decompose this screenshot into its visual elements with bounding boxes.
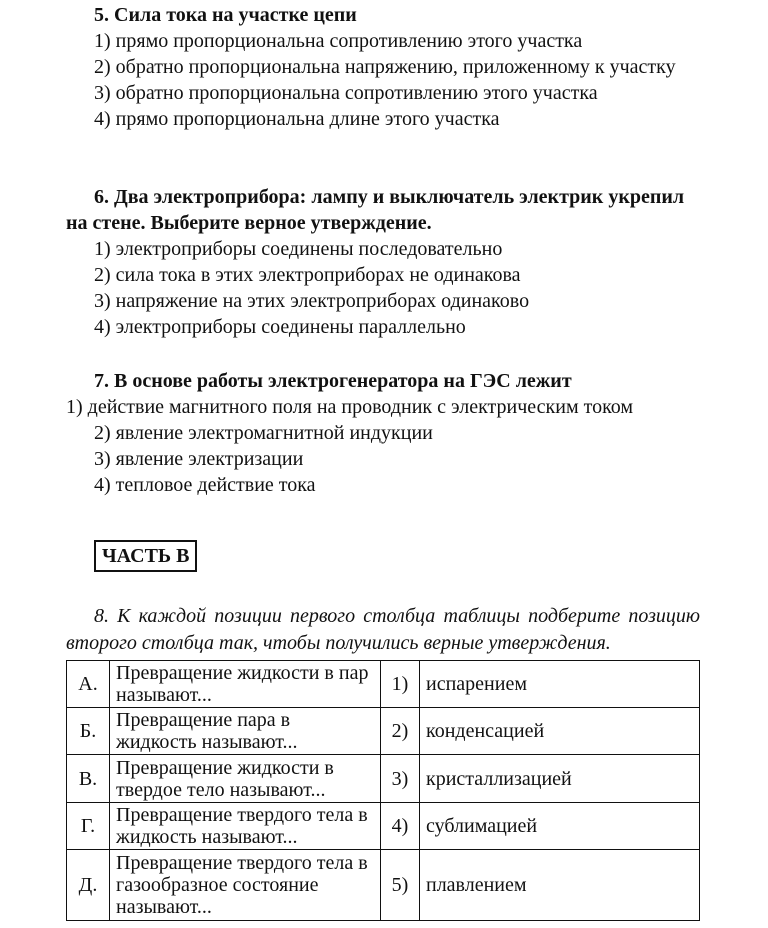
question-7-title: 7. В основе работы электрогенератора на ГЭС лежит bbox=[94, 370, 572, 392]
row-number: 5) bbox=[381, 850, 420, 921]
row-statement: Превращение твердого тела в жидкость называют... bbox=[110, 803, 381, 850]
table-row bbox=[67, 755, 700, 803]
row-statement: Превращение жидкости в твердое тело называют... bbox=[110, 755, 381, 803]
row-answer: сублимацией bbox=[420, 803, 700, 850]
question-6-title: 6. Два электроприбора: лампу и выключатель электрик укрепил на стене. Выберите верное утверждение. bbox=[66, 186, 685, 234]
question-6-option-2: 2) сила тока в этих электроприборах не одинакова bbox=[94, 264, 521, 286]
question-5-option-2: 2) обратно пропорциональна напряжению, приложенному к участку bbox=[94, 56, 676, 78]
row-statement: Превращение пара в жидкость называют... bbox=[110, 708, 381, 755]
row-statement: Превращение жидкости в пар называют... bbox=[110, 661, 381, 708]
question-6-option-1: 1) электроприборы соединены последовательно bbox=[94, 238, 503, 260]
row-number: 1) bbox=[381, 661, 420, 708]
question-5-title: 5. Сила тока на участке цепи bbox=[94, 4, 357, 26]
question-7-option-2: 2) явление электромагнитной индукции bbox=[94, 422, 433, 444]
row-statement: Превращение твердого тела в газообразное состояние называют... bbox=[110, 850, 381, 921]
row-number: 4) bbox=[381, 803, 420, 850]
question-5-option-3: 3) обратно пропорциональна сопротивлению этого участка bbox=[94, 82, 598, 104]
row-answer: плавлением bbox=[420, 850, 700, 921]
row-answer: испарением bbox=[420, 661, 700, 708]
question-7-option-4: 4) тепловое действие тока bbox=[94, 474, 316, 496]
table-row bbox=[67, 803, 700, 850]
question-5-option-1: 1) прямо пропорциональна сопротивлению этого участка bbox=[94, 30, 583, 52]
row-letter: А. bbox=[67, 661, 110, 708]
question-5-option-4: 4) прямо пропорциональна длине этого участка bbox=[94, 108, 500, 130]
row-number: 3) bbox=[381, 755, 420, 803]
table-row bbox=[67, 850, 700, 921]
question-6-option-4: 4) электроприборы соединены параллельно bbox=[94, 316, 466, 338]
row-letter: Д. bbox=[67, 850, 110, 921]
row-letter: Г. bbox=[67, 803, 110, 850]
row-number: 2) bbox=[381, 708, 420, 755]
matching-table bbox=[66, 660, 700, 921]
table-row bbox=[67, 708, 700, 755]
row-answer: конденсацией bbox=[420, 708, 700, 755]
part-b-heading: ЧАСТЬ В bbox=[94, 540, 197, 572]
table-row bbox=[67, 661, 700, 708]
question-7 bbox=[66, 368, 700, 498]
question-8-title: 8. К каждой позиции первого столбца таблицы подберите позицию второго столбца так, чтобы получились верные утверждения. bbox=[66, 605, 700, 654]
question-6 bbox=[66, 184, 700, 340]
question-7-option-3: 3) явление электризации bbox=[94, 448, 304, 470]
question-5 bbox=[66, 2, 700, 132]
row-letter: В. bbox=[67, 755, 110, 803]
row-answer: кристаллизацией bbox=[420, 755, 700, 803]
question-7-option-1: 1) действие магнитного поля на проводник с электрическим током bbox=[66, 396, 634, 418]
row-letter: Б. bbox=[67, 708, 110, 755]
question-6-option-3: 3) напряжение на этих электроприборах одинаково bbox=[94, 290, 530, 312]
